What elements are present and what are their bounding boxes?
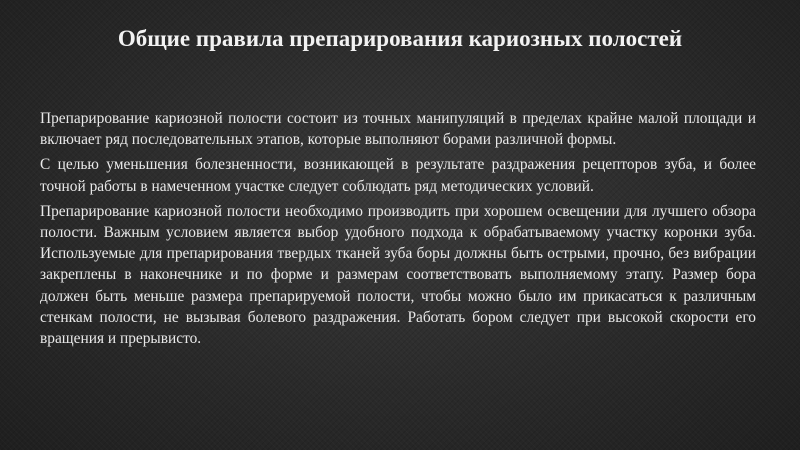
paragraph-2: С целью уменьшения болезненности, возникающей в результате раздражения рецепторов зуба, и более точной работы в намеченном участке следует соблюдать ряд методических условий. bbox=[40, 156, 756, 195]
slide-body bbox=[40, 108, 756, 353]
paragraph-1: Препарирование кариозной полости состоит из точных манипуляций в пределах крайне малой площади и включает ряд последовательных этапов, которые выполняют борами различной формы. bbox=[40, 110, 756, 149]
slide-title: Общие правила препарирования кариозных полостей bbox=[117, 26, 683, 51]
paragraph-3: Препарирование кариозной полости необходимо производить при хорошем освещении для лучшего обзора полости. Важным условием является выбор удобного подхода к обрабатываемому участку коронки зуба. Используемые для препарирования твердых тканей зуба боры должны быть острыми, прочно, без вибрации закреплены в наконечнике и по форме и размерам соответствовать выполняемому этапу. Размер бора должен быть меньше размера препарируемой полости, чтобы можно было им прикасаться к различным стенкам полости, не вызывая болевого раздражения. Работать бором следует при высокой скорости его вращения и прерывисто. bbox=[40, 202, 756, 348]
